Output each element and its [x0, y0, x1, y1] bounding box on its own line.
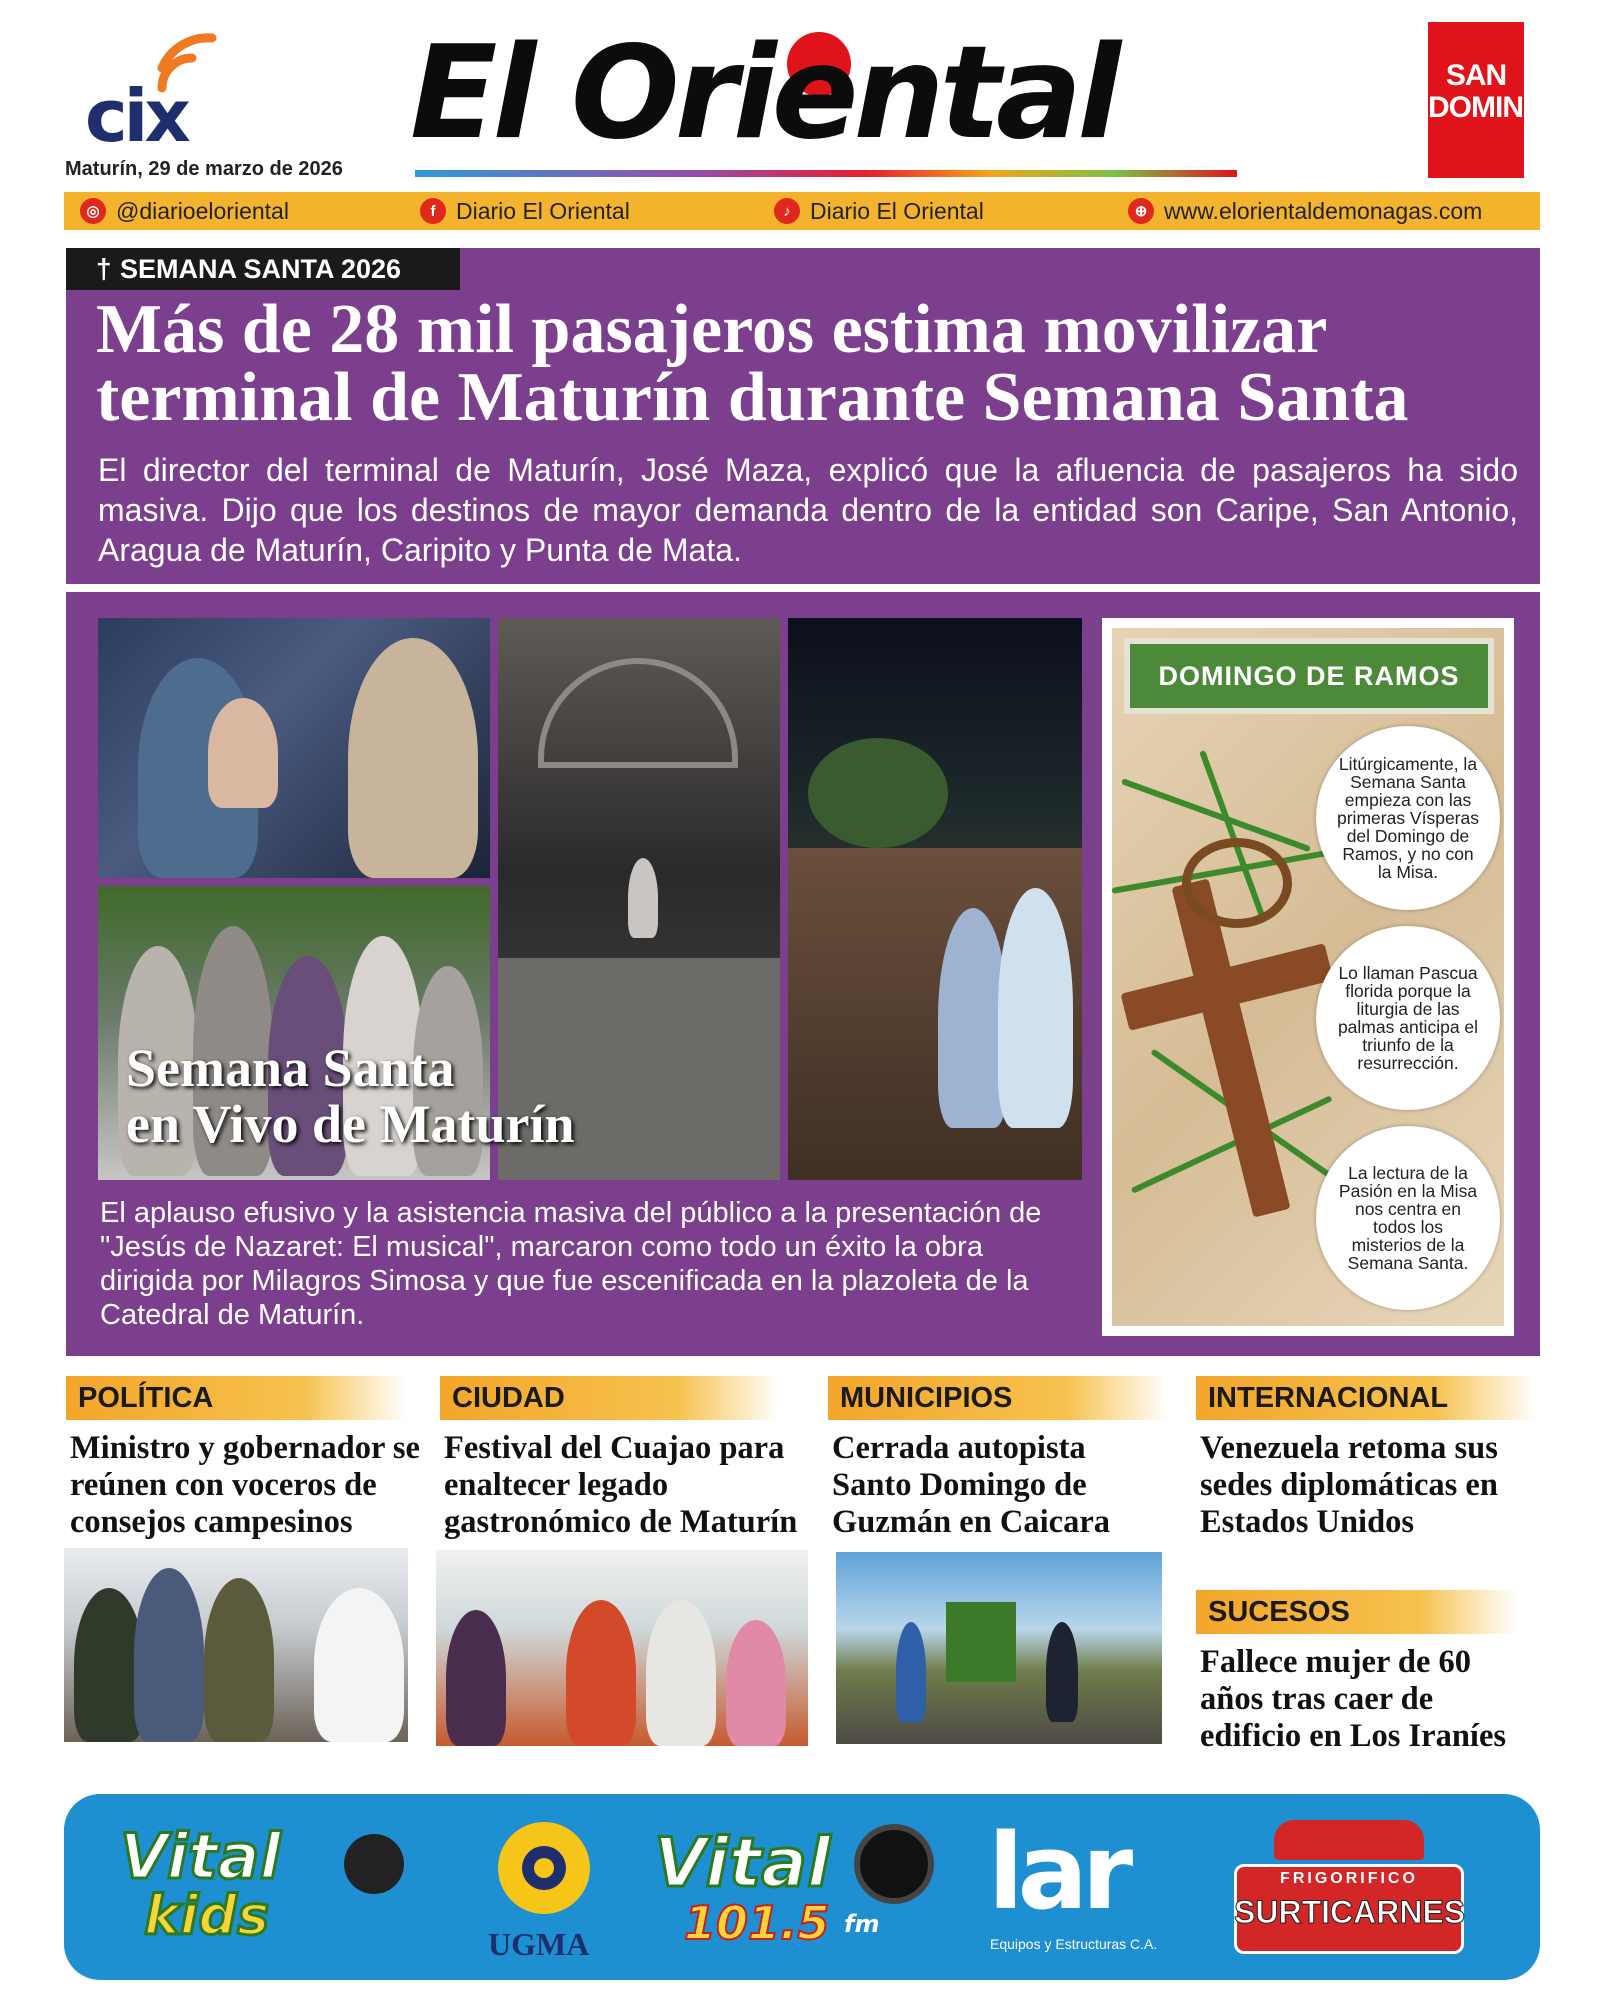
ad-vital-kids[interactable]	[104, 1814, 424, 1964]
section-label: SUCESOS	[1196, 1590, 1516, 1634]
lead-headline[interactable]: Más de 28 mil pasajeros estima movilizar terminal de Maturín durante Semana Santa	[96, 291, 1409, 436]
social-instagram-label: @diarioeloriental	[116, 197, 289, 224]
speaker-icon	[344, 1834, 404, 1894]
arch-window	[538, 658, 738, 768]
vital-radio-fm: fm	[844, 1910, 880, 1938]
lead-kicker	[66, 248, 460, 290]
masthead[interactable]	[410, 19, 1240, 180]
photo-audience[interactable]	[788, 618, 1082, 1180]
figure-woman-veiled	[348, 638, 478, 878]
social-tiktok-label: Diario El Oriental	[810, 197, 984, 224]
section-headline[interactable]: Ministro y gobernador se reúnen con voceros de consejos campesinos	[70, 1430, 420, 1540]
figure-person	[566, 1600, 636, 1746]
ad-vital-radio[interactable]	[644, 1814, 944, 1964]
social-instagram[interactable]	[80, 192, 289, 230]
section-headline[interactable]: Venezuela retoma sus sedes diplomáticas en Estados Unidos	[1200, 1430, 1498, 1540]
figure-child	[208, 698, 278, 808]
sponsors-banner	[64, 1794, 1540, 1980]
web-icon: ⊕	[1128, 198, 1154, 224]
social-facebook[interactable]	[420, 192, 630, 230]
ad-surticarnes[interactable]	[1224, 1814, 1474, 1964]
lead-kicker-text: SEMANA SANTA 2026	[120, 254, 402, 284]
social-web[interactable]	[1128, 192, 1482, 230]
livestock-icons	[1274, 1820, 1424, 1860]
social-tiktok[interactable]	[774, 192, 984, 230]
sidebar-illustration	[1112, 628, 1504, 1326]
lar-wordmark: lar	[988, 1811, 1128, 1933]
figure-person	[726, 1620, 786, 1746]
surticarnes-label: SURTICARNES	[1234, 1894, 1466, 1930]
section-label: CIUDAD	[440, 1376, 780, 1420]
lead-deck: El director del terminal de Maturín, José Maza, explicó que la afluencia de pasajeros ha sido masiva. Dijo que los destinos de mayor demanda dentro de la entidad son Caripe, San Antonio, Aragua de Maturín, Caripito y Punta de Mata.	[98, 452, 1518, 568]
section-headline[interactable]: Cerrada autopista Santo Domingo de Guzmán en Caicara	[832, 1430, 1111, 1540]
ugma-label: UGMA	[488, 1926, 590, 1962]
tractor	[946, 1602, 1016, 1682]
figure-person	[314, 1588, 404, 1742]
crown-of-thorns	[1182, 838, 1292, 928]
feature-panel	[66, 592, 1540, 1356]
section-label: INTERNACIONAL	[1196, 1376, 1536, 1420]
figure-actor	[628, 858, 658, 938]
cix-wordmark: cix	[85, 74, 187, 158]
figure-boy	[998, 888, 1073, 1128]
figure-person	[896, 1622, 926, 1722]
edition-date: Maturín, 29 de marzo de 2026	[65, 158, 343, 180]
ad-lar[interactable]	[978, 1811, 1208, 1964]
photo-mary-with-child[interactable]	[98, 618, 490, 878]
domingo-de-ramos-sidebar[interactable]	[1102, 618, 1514, 1336]
fact-bubble-1: Litúrgicamente, la Semana Santa empieza con las primeras Vísperas del Domingo de Ramos, y no con la Misa.	[1316, 726, 1500, 910]
feature-text: El aplauso efusivo y la asistencia masiva del público a la presentación de "Jesús de Nazaret: El musical", marcaron como todo un éxito la obra dirigida por Milagros Simosa y que fue escenificada en la plazoleta de la Catedral de Maturín.	[100, 1197, 1042, 1331]
section-headline[interactable]: Festival del Cuajao para enaltecer legado gastronómico de Maturín	[444, 1430, 798, 1540]
cross-icon: †	[96, 253, 112, 284]
cix-logo[interactable]	[60, 18, 230, 158]
photo-ciudad[interactable]	[436, 1550, 808, 1746]
figure-person	[204, 1578, 274, 1742]
photo-municipios[interactable]	[836, 1552, 1162, 1744]
section-label: MUNICIPIOS	[828, 1376, 1168, 1420]
lead-story[interactable]	[66, 248, 1540, 584]
fact-bubble-2: Lo llaman Pascua florida porque la liturgia de las palmas anticipa el triunfo de la resurrección.	[1316, 926, 1500, 1110]
photo-politica[interactable]	[64, 1548, 408, 1742]
lar-subtitle: Equipos y Estructuras C.A.	[990, 1936, 1158, 1952]
san-domingo-logo[interactable]: SAN DOMINGO	[1428, 22, 1524, 178]
section-headline[interactable]: Fallece mujer de 60 años tras caer de edificio en Los Iraníes	[1200, 1644, 1507, 1754]
speaker-icon	[854, 1824, 934, 1904]
social-bar	[64, 192, 1540, 230]
tree	[808, 738, 948, 848]
figure-person	[134, 1568, 204, 1742]
vital-radio-word: Vital	[654, 1824, 831, 1903]
ugma-sun-icon	[484, 1818, 604, 1918]
vital-radio-frequency: 101.5	[684, 1896, 830, 1950]
masthead-title: El Oriental	[410, 19, 1117, 168]
ad-ugma[interactable]	[464, 1814, 624, 1964]
feature-photo-title-line1: Semana Santa	[126, 1038, 455, 1098]
fact-bubble-3: La lectura de la Pasión en la Misa nos centra en todos los misterios de la Semana Santa.	[1316, 1126, 1500, 1310]
section-label: POLÍTICA	[66, 1376, 406, 1420]
sidebar-banner: DOMINGO DE RAMOS	[1124, 638, 1494, 714]
vital-kids-bottom: kids	[144, 1884, 270, 1947]
facebook-icon: f	[420, 198, 446, 224]
feature-photo-title	[126, 1040, 575, 1152]
feature-photo-title-line2: en Vivo de Maturín	[126, 1094, 575, 1154]
social-web-label: www.elorientaldemonagas.com	[1164, 197, 1483, 224]
social-facebook-label: Diario El Oriental	[456, 197, 630, 224]
figure-person	[1046, 1622, 1078, 1722]
masthead-rainbow-rule	[415, 170, 1237, 177]
figure-person	[446, 1610, 506, 1746]
instagram-icon: ◎	[80, 198, 106, 224]
frigorifico-label: FRIGORIFICO	[1280, 1870, 1418, 1887]
tiktok-icon: ♪	[774, 198, 800, 224]
figure-person	[646, 1600, 716, 1746]
vital-kids-top: Vital	[120, 1820, 281, 1893]
